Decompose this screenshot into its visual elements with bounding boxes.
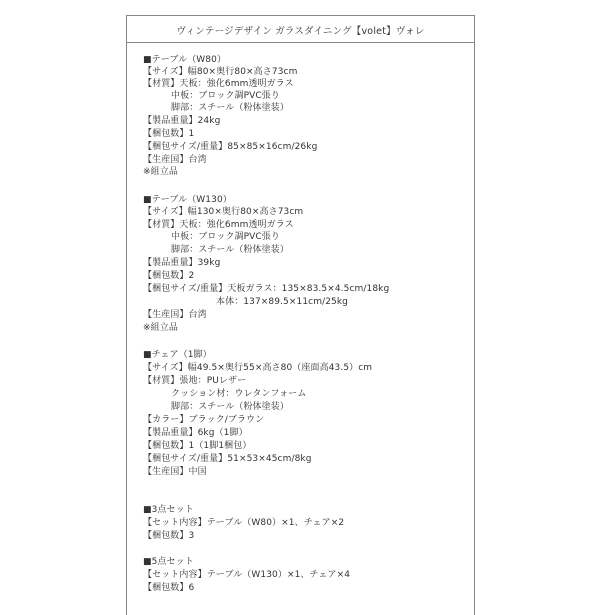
spec-line: 【セット内容】テーブル（W80）×1、チェア×2 [143, 518, 345, 528]
section-heading: ■テーブル（W80） [143, 55, 227, 65]
spec-line: 【製品重量】39kg [143, 258, 221, 268]
spec-line: 本体：137×89.5×11cm/25kg [216, 297, 348, 307]
spec-line: 脚部：スチール（粉体塗装） [171, 103, 289, 113]
spec-line: 【梱包サイズ/重量】天板ガラス：135×83.5×4.5cm/18kg [143, 284, 390, 294]
spec-line: 【生産国】台湾 [143, 310, 207, 320]
spec-line: 【梱包数】1 [143, 129, 195, 139]
spec-line: 【製品重量】24kg [143, 116, 221, 126]
spec-line: 【梱包サイズ/重量】51×53×45cm/8kg [143, 454, 312, 464]
spec-line: 【材質】張地：PUレザー [143, 376, 247, 386]
spec-note: ※組立品 [143, 323, 178, 333]
spec-line: 【梱包数】6 [143, 583, 195, 593]
spec-line: 【サイズ】幅49.5×奥行55×高さ80（座面高43.5）cm [143, 363, 373, 373]
page-title: ヴィンテージデザイン ガラスダイニング【volet】ヴォレ [176, 26, 425, 37]
spec-line: 【サイズ】幅80×奥行80×高さ73cm [143, 67, 298, 77]
spec-line: 【生産国】台湾 [143, 155, 207, 165]
spec-note: ※組立品 [143, 167, 178, 177]
spec-line: 【生産国】中国 [143, 467, 207, 477]
spec-line: 脚部：スチール（粉体塗装） [171, 402, 289, 412]
spec-line: 【梱包数】1（1脚1梱包） [143, 441, 252, 451]
spec-line: 脚部：スチール（粉体塗装） [171, 245, 289, 255]
spec-line: 【梱包サイズ/重量】85×85×16cm/26kg [143, 142, 318, 152]
spec-line: 中板：ブロック調PVC張り [171, 91, 280, 101]
spec-line: 【製品重量】6kg（1脚） [143, 428, 248, 438]
section-heading: ■チェア（1脚） [143, 350, 212, 360]
spec-line: 【カラー】ブラック/ブラウン [143, 415, 265, 425]
spec-line: 【梱包数】2 [143, 271, 195, 281]
spec-line: 【材質】天板：強化6mm透明ガラス [143, 79, 294, 89]
spec-line: 【梱包数】3 [143, 531, 195, 541]
spec-line: クッション材：ウレタンフォーム [171, 389, 307, 399]
section-heading: ■5点セット [143, 557, 194, 567]
spec-line: 中板：ブロック調PVC張り [171, 232, 280, 242]
title-divider [127, 42, 474, 43]
spec-line: 【サイズ】幅130×奥行80×高さ73cm [143, 207, 304, 217]
section-heading: ■3点セット [143, 505, 194, 515]
spec-line: 【セット内容】テーブル（W130）×1、チェア×4 [143, 570, 351, 580]
section-heading: ■テーブル（W130） [143, 195, 232, 205]
spec-frame [126, 15, 475, 615]
spec-line: 【材質】天板：強化6mm透明ガラス [143, 220, 294, 230]
